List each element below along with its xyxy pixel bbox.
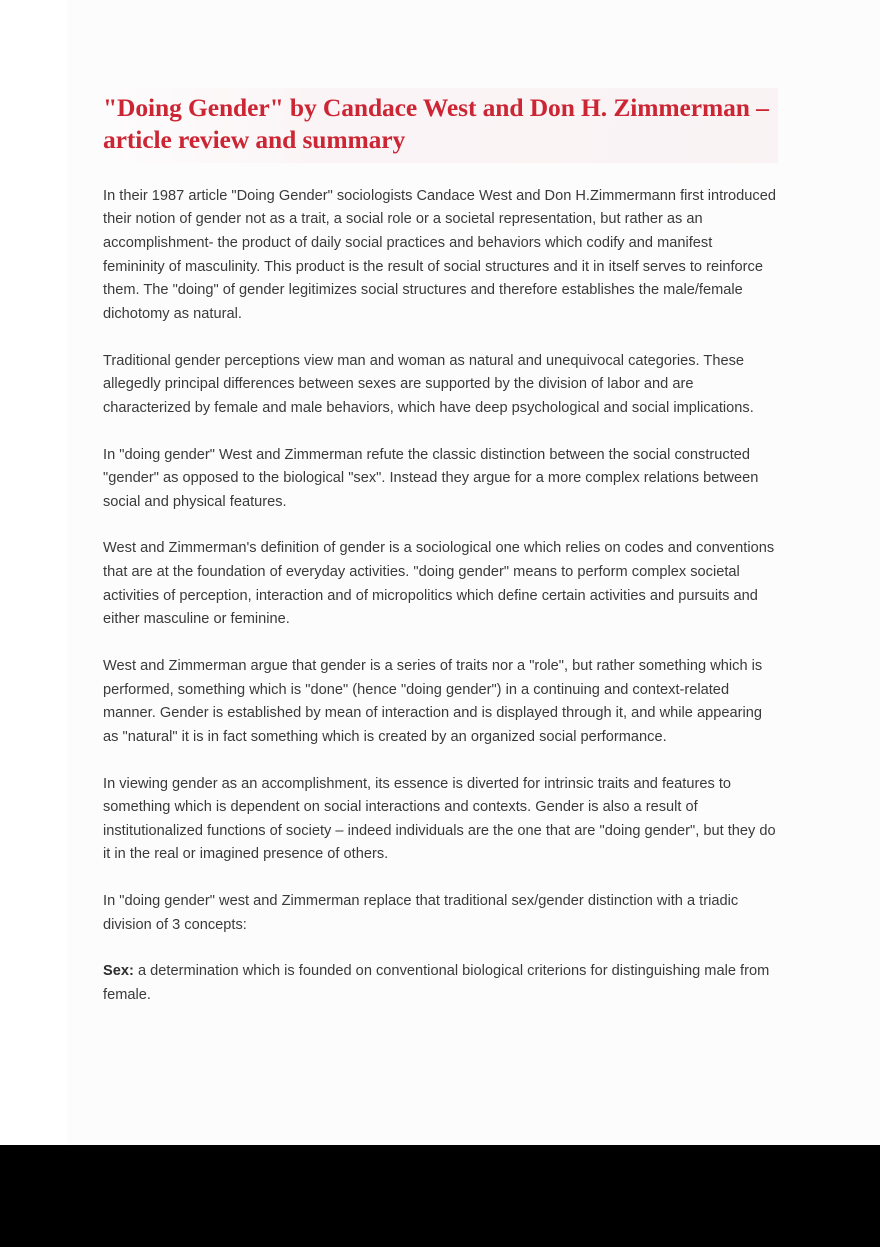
paragraph-5: West and Zimmerman argue that gender is a series of traits nor a "role", but rather something which is performed, something which is "done" (hence "doing gender") in a continuing and context-related manner. Gender is established by mean of interaction and is displayed through it, and while appearing as "natural" it is in fact something which is created by an organized social performance. [103,658,763,745]
definition-text-sex: a determination which is founded on conventional biological criterions for distinguishing male from female. [103,963,770,1004]
paragraph-3: In "doing gender" West and Zimmerman refute the classic distinction between the social constructed "gender" as opposed to the biological "sex". Instead they argue for a more complex relations between social and physical features. [103,446,759,510]
paragraph-4: West and Zimmerman's definition of gender is a sociological one which relies on codes and conventions that are at the foundation of everyday activities. "doing gender" means to perform complex societal activities of perception, interaction and of micropolitics which define certain activities and pursuits and either masculine or feminine. [103,540,775,628]
paragraph-7: In "doing gender" west and Zimmerman replace that traditional sex/gender distinction with a triadic division of 3 concepts: [103,893,739,933]
paragraph-2: Traditional gender perceptions view man and woman as natural and unequivocal categories. These allegedly principal differences between sexes are supported by the division of labor and are characterized by female and male behaviors, which have deep psychological and social implications. [103,352,754,416]
paragraph-1: In their 1987 article "Doing Gender" sociologists Candace West and Don H.Zimmermann first introduced their notion of gender not as a trait, a social role or a societal representation, but rather as an accomplishment- the product of daily social practices and behaviors which codify and manifest femininity of masculinity. This product is the result of social structures and it in itself serves to reinforce them. The "doing" of gender legitimizes social structures and therefore establishes the male/female dichotomy as natural. [103,187,776,322]
document-content [103,88,778,1031]
paragraph-6: In viewing gender as an accomplishment, its essence is diverted for intrinsic traits and features to something which is dependent on social interactions and contexts. Gender is also a result of institutionalized functions of society – indeed individuals are the one that are "doing gender", but they do it in the real or imagined presence of others. [103,775,776,863]
definition-sex [103,960,778,1007]
page-title: "Doing Gender" by Candace West and Don H. Zimmerman – article review and summary [103,88,778,163]
definition-term-sex: Sex: [103,963,134,980]
footer-black-bar-surface [67,1145,880,1247]
footer-black-bar [0,1145,880,1247]
